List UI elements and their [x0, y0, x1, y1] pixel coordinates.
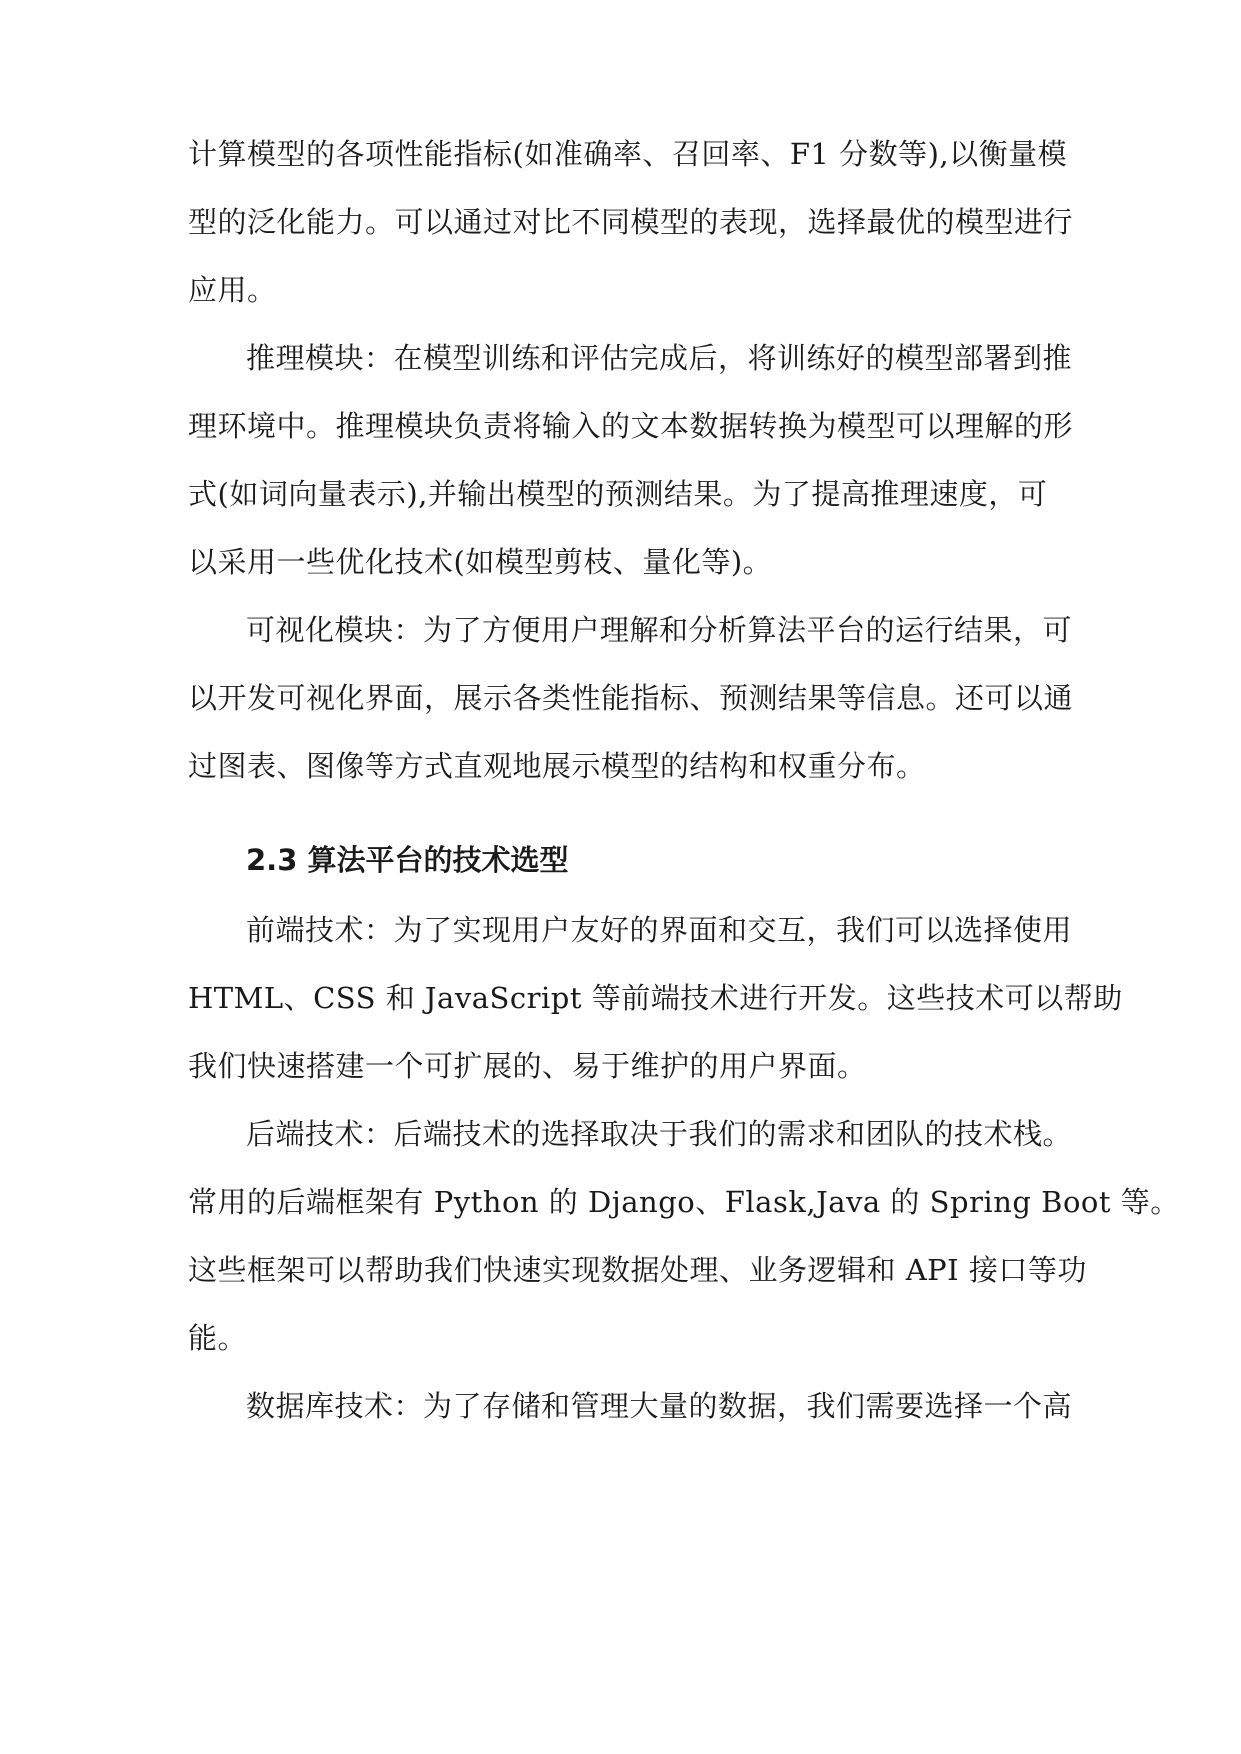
- section-heading: 2.3 算法平台的技术选型: [246, 843, 569, 877]
- paragraph-line: 可视化模块：为了方便用户理解和分析算法平台的运行结果，可: [246, 613, 1073, 647]
- paragraph-line: 前端技术：为了实现用户友好的界面和交互，我们可以选择使用: [246, 913, 1073, 947]
- paragraph-line: HTML、CSS 和 JavaScript 等前端技术进行开发。这些技术可以帮助: [188, 981, 1123, 1015]
- paragraph-line: 能。: [188, 1321, 248, 1355]
- paragraph-line: 应用。: [188, 273, 277, 307]
- paragraph-line: 后端技术：后端技术的选择取决于我们的需求和团队的技术栈。: [246, 1117, 1073, 1151]
- paragraph-line: 常用的后端框架有 Python 的 Django、Flask,Java 的 Spring Boot 等。: [188, 1185, 1180, 1219]
- paragraph-line: 计算模型的各项性能指标(如准确率、召回率、F1 分数等),以衡量模: [188, 137, 1068, 171]
- paragraph-line: 我们快速搭建一个可扩展的、易于维护的用户界面。: [188, 1049, 867, 1083]
- paragraph-line: 这些框架可以帮助我们快速实现数据处理、业务逻辑和 API 接口等功: [188, 1253, 1087, 1287]
- paragraph-line: 推理模块：在模型训练和评估完成后，将训练好的模型部署到推: [246, 341, 1073, 375]
- paragraph-line: 过图表、图像等方式直观地展示模型的结构和权重分布。: [188, 749, 926, 783]
- paragraph-line: 以采用一些优化技术(如模型剪枝、量化等)。: [188, 545, 773, 579]
- paragraph-line: 型的泛化能力。可以通过对比不同模型的表现，选择最优的模型进行: [188, 205, 1074, 239]
- paragraph-line: 以开发可视化界面，展示各类性能指标、预测结果等信息。还可以通: [188, 681, 1074, 715]
- paragraph-line: 理环境中。推理模块负责将输入的文本数据转换为模型可以理解的形: [188, 409, 1074, 443]
- paragraph-line: 式(如词向量表示),并输出模型的预测结果。为了提高推理速度，可: [188, 477, 1048, 511]
- paragraph-line: 数据库技术：为了存储和管理大量的数据，我们需要选择一个高: [246, 1389, 1073, 1423]
